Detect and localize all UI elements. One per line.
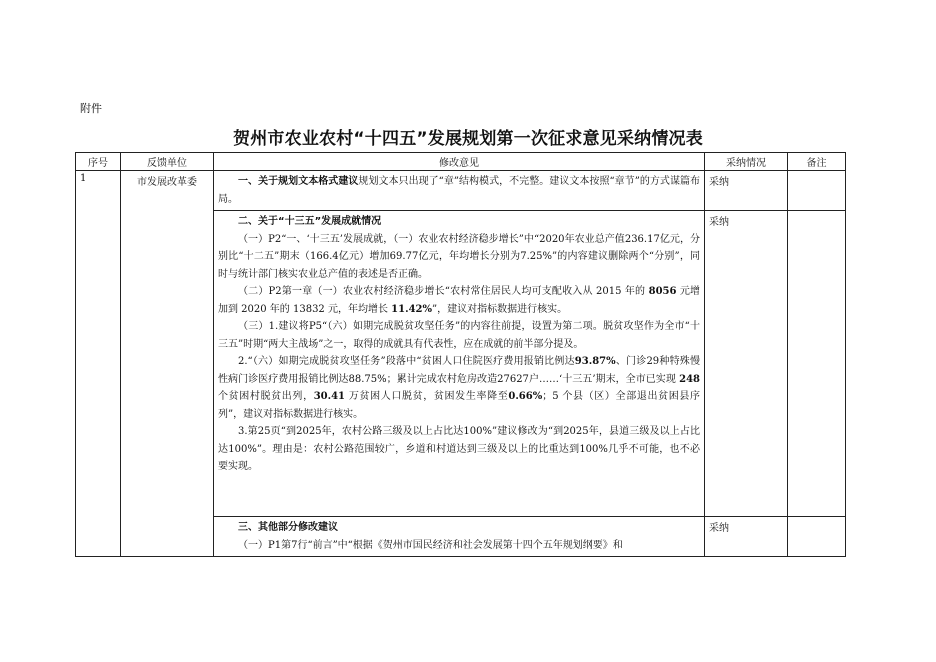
section-heading: 二、关于“十三五”发展成就情况	[238, 216, 382, 227]
adoption-status: 采纳	[705, 211, 788, 517]
remark-cell	[788, 211, 846, 517]
section-text: 规划文本只出现了“章”结构模式，不完整。建议文本按照“章节”的方式谋篇布局。	[218, 176, 701, 205]
header-no: 序号	[76, 153, 121, 171]
table-row	[76, 171, 846, 211]
opinion-cell	[214, 211, 705, 517]
feedback-unit: 市发展改革委	[121, 171, 214, 557]
paragraph: 3.第25页“到2025年，农村公路三级及以上占比达100%”建议修改为“到2025年，县道三级及以上占比达100%”。理由是：农村公路范围较广，乡道和村道达到三级及以上的比重达到100%几乎不可能，也不必要实现。	[218, 426, 700, 472]
header-adoption: 采纳情况	[705, 153, 788, 171]
page-title: 贺州市农业农村“十四五”发展规划第一次征求意见采纳情况表	[233, 129, 703, 149]
paragraph: （二）P2第一章（一）农业农村经济稳步增长“农村常住居民人均可支配收入从 2015 年的 8056 元增加到 2020 年的 13832 元，年均增长 11.42%”，建议对指标数据进行核实。	[218, 286, 701, 315]
opinion-cell	[214, 171, 705, 211]
remark-cell	[788, 517, 846, 557]
paragraph: 2.“（六）如期完成脱贫攻坚任务”段落中“贫困人口住院医疗费用报销比例达93.87%、门诊29种特殊慢性病门诊医疗费用报销比例达88.75%；累计完成农村危房改造27627户……‘十三五’期末，全市已实现 248 个贫困村脱贫出列，30.41 万贫困人口脱贫，贫困发生率降至0.66%；5 个县（区）全部退出贫困县序列”，建议对指标数据进行核实。	[218, 356, 700, 420]
remark-cell	[788, 171, 846, 211]
paragraph: （一）P1第7行“前言”中“根据《贺州市国民经济和社会发展第十四个五年规划纲要》和	[238, 539, 623, 551]
paragraph: （一）P2“一、‘十三五’发展成就，（一）农业农村经济稳步增长”中“2020年农业总产值236.17亿元，分别比“十二五”期末（166.4亿元）增加69.77亿元，年均增长分别为7.25%”的内容建议删除两个“分别”，同时与统计部门核实农业总产值的表述是否正确。	[218, 233, 700, 280]
adoption-status: 采纳	[705, 517, 788, 557]
section-heading: 三、其他部分修改建议	[238, 522, 338, 533]
feedback-table	[75, 152, 846, 557]
opinion-cell	[214, 517, 705, 557]
adoption-status: 采纳	[705, 171, 788, 211]
header-row	[76, 153, 846, 171]
row-number: 1	[76, 171, 121, 557]
header-opinion: 修改意见	[214, 153, 705, 171]
attachment-label: 附件	[80, 102, 102, 115]
header-unit: 反馈单位	[121, 153, 214, 171]
header-remark: 备注	[788, 153, 846, 171]
section-heading: 一、关于规划文本格式建议	[238, 176, 359, 187]
paragraph: （三）1.建议将P5“（六）如期完成脱贫攻坚任务”的内容往前提，设置为第二项。脱贫攻坚作为全市“十三五”时期“两大主战场”之一，取得的成就具有代表性，应在成就的前半部分提及。	[218, 321, 700, 350]
